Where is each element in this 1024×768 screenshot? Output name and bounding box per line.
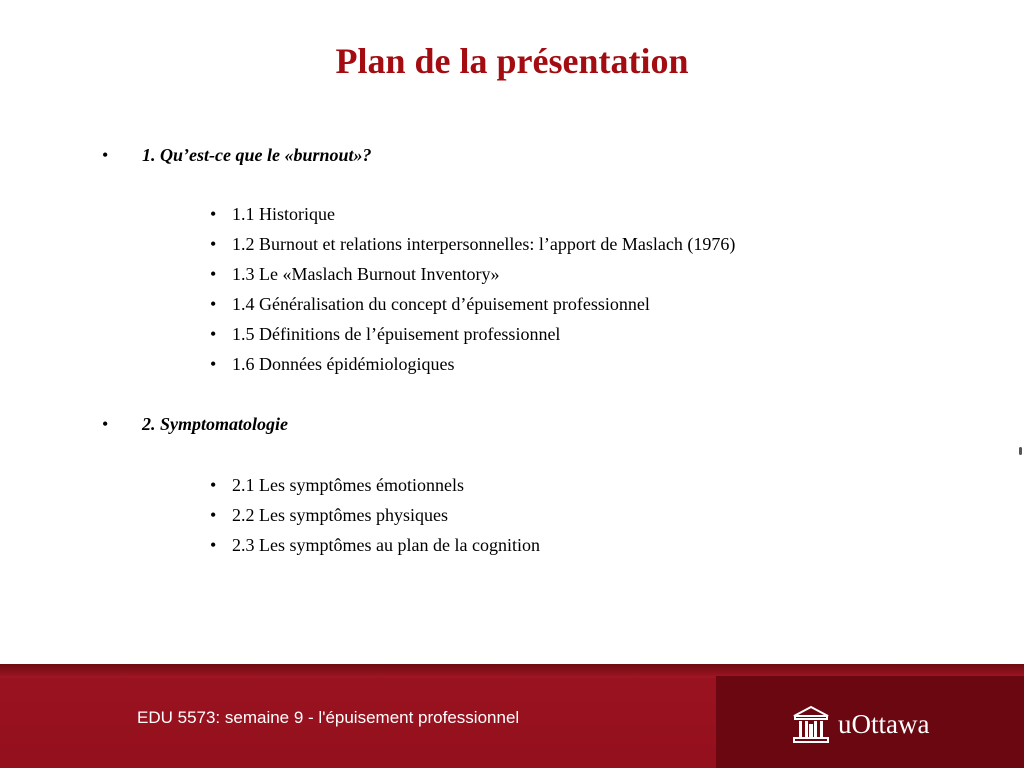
list-item <box>210 470 540 500</box>
bullet-icon: • <box>102 414 109 434</box>
section-heading-2 <box>102 409 288 439</box>
section-2-list <box>210 470 540 560</box>
list-item <box>210 530 540 560</box>
bullet-icon: • <box>210 535 217 555</box>
bullet-icon: • <box>210 354 217 374</box>
bullet-icon: • <box>210 264 217 284</box>
bullet-icon: • <box>102 145 109 165</box>
bullet-icon: • <box>210 505 217 525</box>
list-item <box>210 229 735 259</box>
footer-band <box>0 664 1024 768</box>
section-1-list <box>210 199 735 379</box>
slide-title: Plan de la présentation <box>335 41 689 81</box>
list-item-text: 1.6 Données épidémiologiques <box>232 354 455 374</box>
list-item-text: 2.2 Les symptômes physiques <box>232 505 448 525</box>
logo-wordmark: uOttawa <box>838 709 930 739</box>
bullet-icon: • <box>210 204 217 224</box>
list-item <box>210 259 735 289</box>
section-heading-text: 1. Qu’est-ce que le «burnout»? <box>142 145 372 165</box>
bullet-icon: • <box>210 475 217 495</box>
list-item-text: 2.3 Les symptômes au plan de la cognition <box>232 535 540 555</box>
list-item <box>210 319 735 349</box>
footer-course-text: EDU 5573: semaine 9 - l'épuisement professionnel <box>137 708 520 727</box>
list-item-text: 1.2 Burnout et relations interpersonnelles: l’apport de Maslach (1976) <box>232 234 736 254</box>
list-item-text: 1.5 Définitions de l’épuisement professionnel <box>232 324 561 344</box>
list-item <box>210 199 735 229</box>
list-item-text: 1.1 Historique <box>232 204 335 224</box>
university-building-icon <box>792 704 830 744</box>
list-item <box>210 349 735 379</box>
edge-mark <box>1019 447 1022 455</box>
list-item <box>210 289 735 319</box>
bullet-icon: • <box>210 294 217 314</box>
list-item <box>210 500 540 530</box>
list-item-text: 1.4 Généralisation du concept d’épuisement professionnel <box>232 294 650 314</box>
bullet-icon: • <box>210 234 217 254</box>
section-heading-text: 2. Symptomatologie <box>142 414 288 434</box>
list-item-text: 2.1 Les symptômes émotionnels <box>232 475 464 495</box>
list-item-text: 1.3 Le «Maslach Burnout Inventory» <box>232 264 500 284</box>
bullet-icon: • <box>210 324 217 344</box>
section-heading-1 <box>102 140 372 170</box>
